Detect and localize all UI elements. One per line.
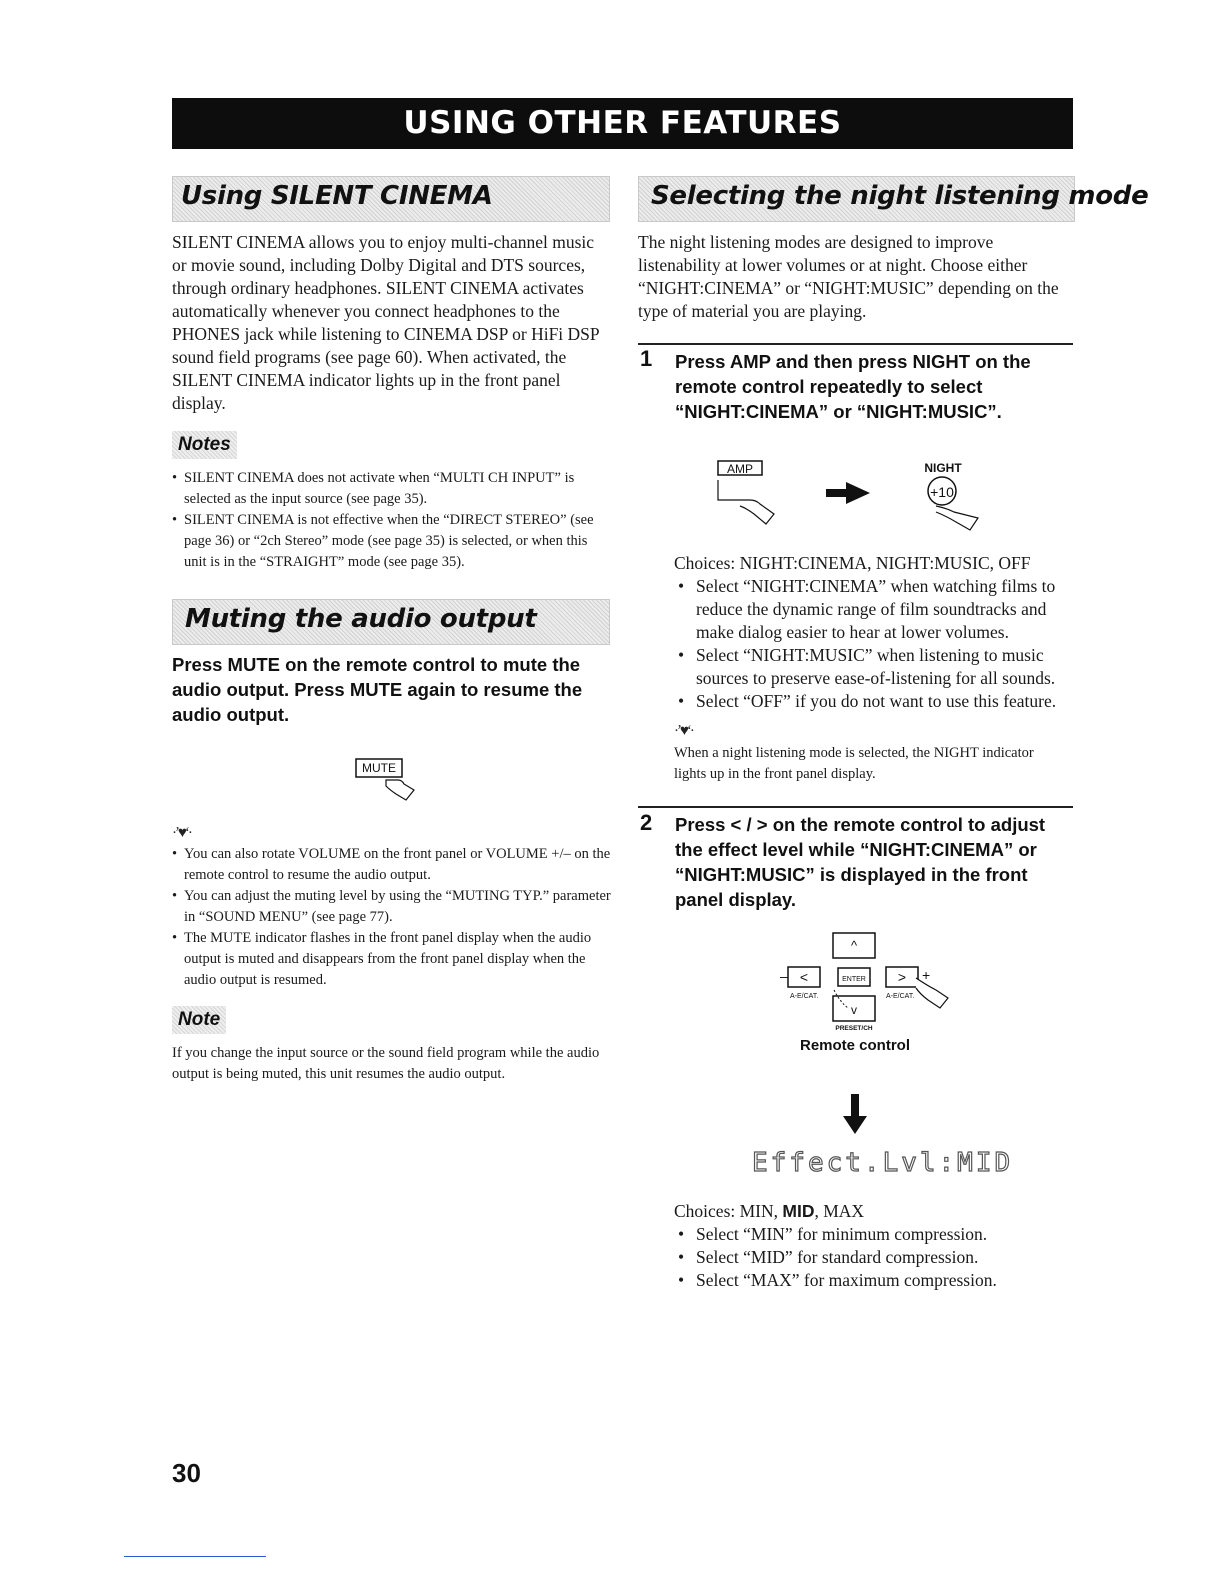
remote-control-figure <box>780 928 960 1060</box>
footer-line <box>124 1556 266 1557</box>
choice-item: • Select “MAX” for maximum compression. <box>674 1269 1074 1292</box>
choices-suffix: , MAX <box>814 1201 865 1221</box>
night-label: NIGHT <box>924 461 962 475</box>
tip-item: • You can adjust the muting level by using the “MUTING TYP.” parameter in “SOUND MENU” (see page 77). <box>172 886 612 928</box>
choice-item: • Select “OFF” if you do not want to use this feature. <box>674 690 1078 713</box>
down-key-label: v <box>851 1003 857 1017</box>
remote-finger-icon <box>916 978 948 1008</box>
step-2-number: 2 <box>640 810 653 835</box>
enter-key-label: ENTER <box>842 976 866 983</box>
section-heading-muting <box>172 599 610 645</box>
page-number: 30 <box>172 1458 201 1488</box>
step-1-number: 1 <box>640 346 653 371</box>
tip-icon: ·ʼ♥ʻ· <box>674 723 693 739</box>
step-1-instruction: Press AMP and then press NIGHT on the remote control repeatedly to select “NIGHT:CINEMA” or “NIGHT:MUSIC”. <box>675 351 1031 422</box>
amp-button-label: AMP <box>726 462 754 476</box>
note-item: • SILENT CINEMA does not activate when “MULTI CH INPUT” is selected as the input source (see page 35). <box>172 468 608 510</box>
muting-note: If you change the input source or the sound field program while the audio output is being muted, this unit resumes the audio output. <box>172 1045 600 1082</box>
preset-ch-label: PRESET/CH <box>835 1025 873 1032</box>
right-key-label: > <box>897 969 907 985</box>
mute-button-label: MUTE <box>362 761 396 775</box>
front-panel-display: Effect.Lvl:MID <box>752 1148 1014 1178</box>
note-item: • SILENT CINEMA is not effective when the “DIRECT STEREO” (see page 36) or “2ch Stereo” mode (see page 35) is selected, or when this unit is in the “STRAIGHT” mode (see page 35). <box>172 510 608 573</box>
mute-button-figure <box>350 756 430 806</box>
step-2-instruction: Press < / > on the remote control to adjust the effect level while “NIGHT:CINEMA” or “NIGHT:MUSIC” is displayed in the front panel display. <box>675 814 1046 910</box>
minus-label: – <box>780 968 788 984</box>
night-finger-icon <box>936 506 978 530</box>
arrow-down-icon <box>842 1094 868 1136</box>
muting-tips <box>172 844 612 991</box>
section-heading-night-listening <box>638 176 1149 222</box>
step-1-tip: When a night listening mode is selected, the NIGHT indicator lights up in the front panel display. <box>674 745 1034 782</box>
silent-cinema-notes <box>172 468 608 573</box>
amp-night-figure <box>700 456 1000 536</box>
muting-instruction: Press MUTE on the remote control to mute the audio output. Press MUTE again to resume the audio output. <box>172 654 583 725</box>
arrow-right-icon <box>826 482 870 504</box>
left-key-label: < <box>799 969 809 985</box>
step-2-rule <box>638 806 1073 808</box>
choice-item: • Select “MIN” for minimum compression. <box>674 1223 1074 1246</box>
step-1-bullets <box>674 575 1078 713</box>
amp-finger-icon <box>718 480 774 524</box>
note-heading: Note <box>172 1006 226 1034</box>
up-key-label: ^ <box>850 938 858 953</box>
ae-cat-right-label: A-E/CAT. <box>886 993 915 1000</box>
choices-prefix: Choices: MIN, <box>674 1201 783 1221</box>
step-2-bullets <box>674 1223 1074 1292</box>
tip-icon: ·ʼ♥ʻ· <box>172 825 191 841</box>
tip-item: • You can also rotate VOLUME on the front panel or VOLUME +/– on the remote control to resume the audio output. <box>172 844 612 886</box>
choice-item: • Select “MID” for standard compression. <box>674 1246 1074 1269</box>
silent-cinema-paragraph: SILENT CINEMA allows you to enjoy multi-channel music or movie sound, including Dolby Digital and DTS sources, through ordinary headphones. SILENT CINEMA activates automatically whenever you connect headphones to the PHONES jack while listening to CINEMA DSP or HiFi DSP sound field programs (see page 60). When activated, the SILENT CINEMA indicator lights up in the front panel display. <box>172 232 599 413</box>
section-heading-silent-cinema <box>172 176 610 222</box>
section-title: Using SILENT CINEMA <box>181 181 493 211</box>
choices-default: MID <box>782 1201 815 1221</box>
pressing-finger-icon <box>386 780 414 800</box>
choice-item: • Select “NIGHT:MUSIC” when listening to music sources to preserve ease-of-listening for all sounds. <box>674 644 1078 690</box>
step-1-rule <box>638 343 1073 345</box>
page-banner: USING OTHER FEATURES <box>172 98 1073 149</box>
night-intro-paragraph: The night listening modes are designed to improve listenability at lower volumes or at night. Choose either “NIGHT:CINEMA” or “NIGHT:MUSIC” depending on the type of material you are playing. <box>638 232 1059 321</box>
remote-control-caption: Remote control <box>799 1037 911 1054</box>
notes-heading: Notes <box>172 431 237 459</box>
plus-label: + <box>922 967 931 983</box>
choice-item: • Select “NIGHT:CINEMA” when watching films to reduce the dynamic range of film soundtracks and make dialog easier to hear at lower volumes. <box>674 575 1078 644</box>
section-title: Muting the audio output <box>185 604 537 634</box>
step-2-choices <box>674 1200 1074 1223</box>
step-1-choices: Choices: NIGHT:CINEMA, NIGHT:MUSIC, OFF <box>674 553 1031 573</box>
tip-item: • The MUTE indicator flashes in the front panel display when the audio output is muted and disappears from the front panel display when the audio output is resumed. <box>172 928 612 991</box>
section-title: Selecting the night listening mode <box>651 181 1149 211</box>
ae-cat-left-label: A-E/CAT. <box>790 993 819 1000</box>
night-button-key: +10 <box>930 484 954 500</box>
